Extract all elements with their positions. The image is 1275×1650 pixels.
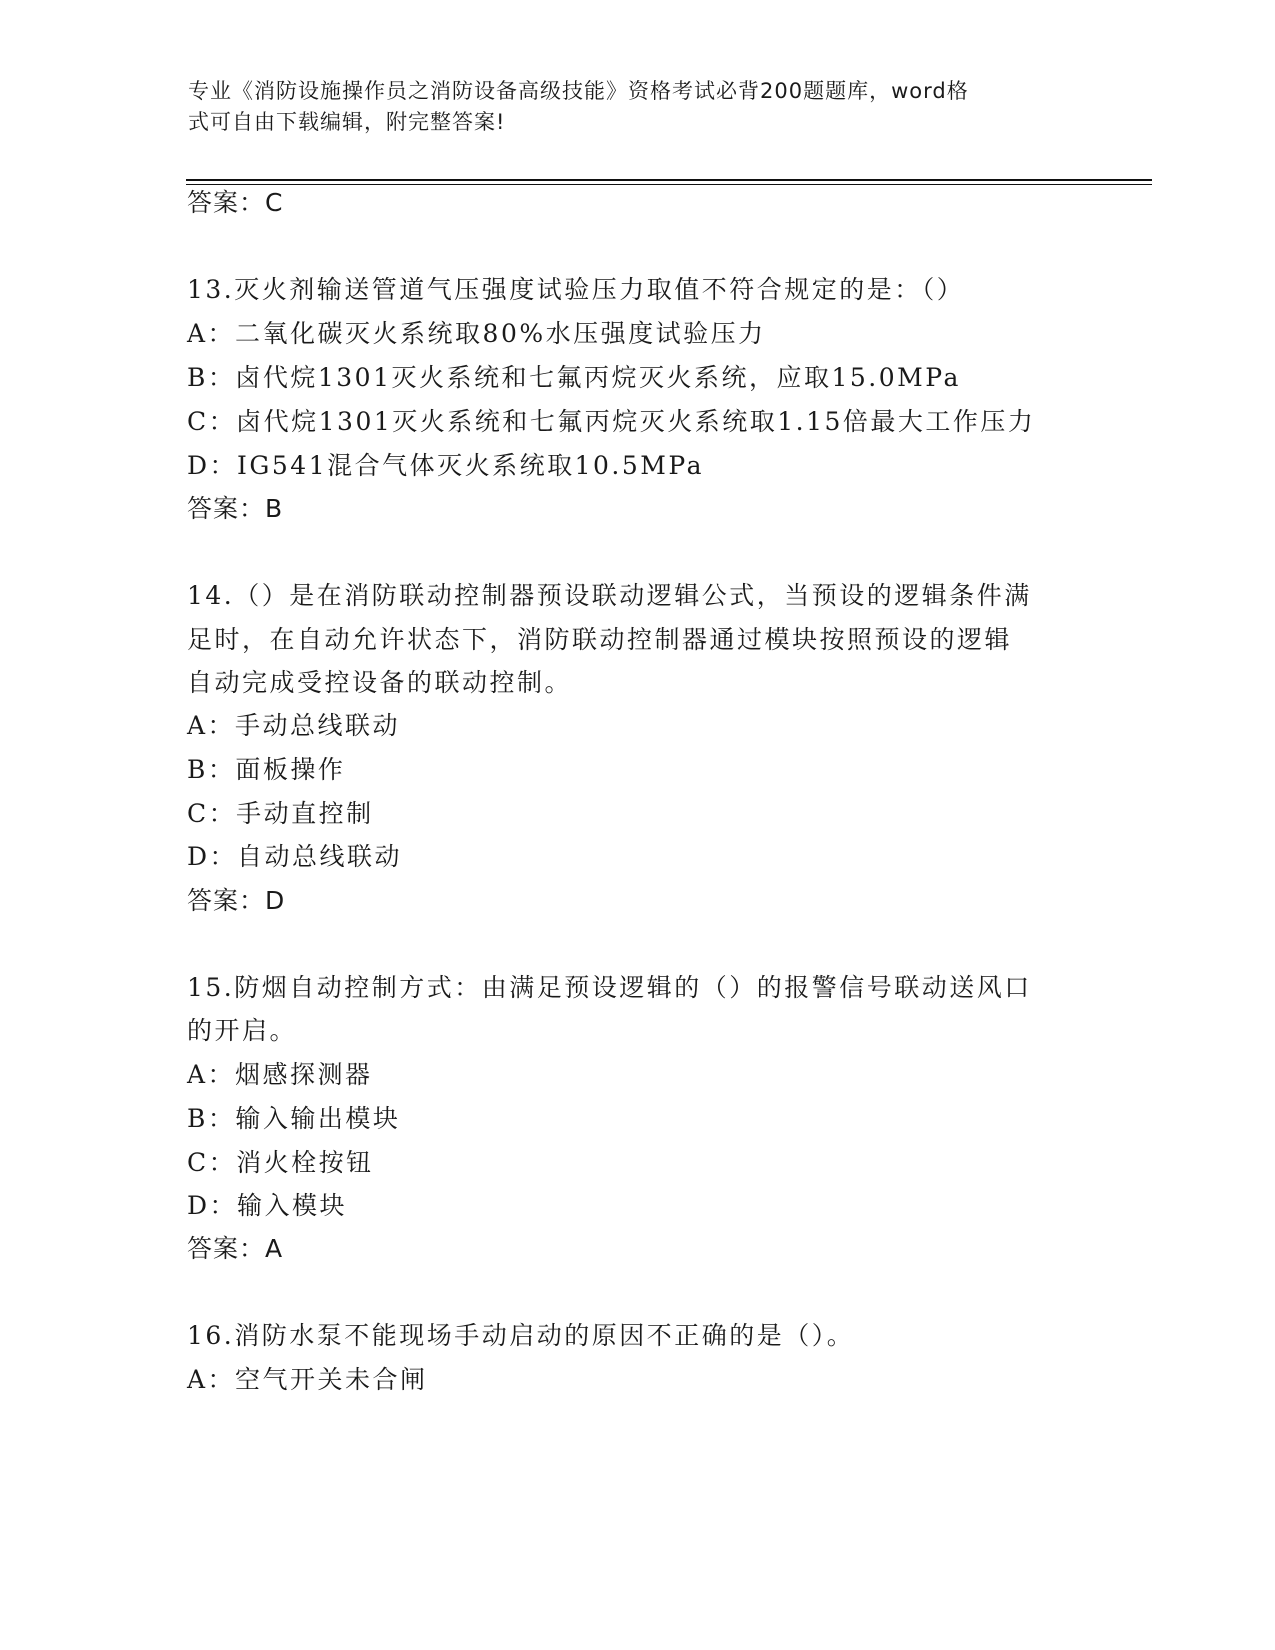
question-13-option-b: B：卤代烷1301灭火系统和七氟丙烷灭火系统，应取15.0MPa	[187, 363, 961, 392]
header-rule-thin	[186, 184, 1152, 185]
question-13-option-d: D：IG541混合气体灭火系统取10.5MPa	[187, 451, 704, 480]
document-header	[188, 76, 1068, 138]
question-16-option-a: A：空气开关未合闸	[187, 1365, 428, 1394]
header-rule-thick	[186, 179, 1152, 181]
question-15-option-a: A：烟感探测器	[187, 1060, 373, 1089]
question-14-stem-line-2: 足时，在自动允许状态下，消防联动控制器通过模块按照预设的逻辑	[187, 625, 1013, 654]
question-14-option-d: D：自动总线联动	[187, 842, 403, 871]
question-13-option-a: A：二氧化碳灭火系统取80%水压强度试验压力	[187, 319, 766, 348]
question-14-option-c: C：手动直控制	[187, 799, 374, 828]
question-16-stem: 16.消防水泵不能现场手动启动的原因不正确的是（）。	[187, 1321, 855, 1350]
question-14-stem-line-1: 14.（）是在消防联动控制器预设联动逻辑公式，当预设的逻辑条件满	[187, 581, 1032, 610]
question-14-option-b: B：面板操作	[187, 755, 346, 784]
question-14-answer: 答案：D	[187, 886, 286, 915]
question-15-option-c: C：消火栓按钮	[187, 1148, 374, 1177]
question-14-stem-line-3: 自动完成受控设备的联动控制。	[187, 668, 573, 697]
question-15-answer: 答案：A	[187, 1234, 284, 1263]
question-15-option-b: B：输入输出模块	[187, 1104, 401, 1133]
header-line-1: 专业《消防设施操作员之消防设备高级技能》资格考试必背200题题库，word格	[188, 79, 969, 103]
question-15-stem-line-1: 15.防烟自动控制方式：由满足预设逻辑的（）的报警信号联动送风口	[187, 973, 1032, 1002]
question-14-option-a: A：手动总线联动	[187, 711, 401, 740]
header-line-2: 式可自由下载编辑，附完整答案!	[188, 110, 506, 134]
question-15-stem-line-2: 的开启。	[187, 1016, 298, 1045]
answer-prev: 答案：C	[187, 188, 284, 217]
question-15-option-d: D：输入模块	[187, 1191, 348, 1220]
question-13-stem: 13.灭火剂输送管道气压强度试验压力取值不符合规定的是：（）	[187, 275, 965, 304]
question-13-answer: 答案：B	[187, 494, 284, 523]
question-13-option-c: C：卤代烷1301灭火系统和七氟丙烷灭火系统取1.15倍最大工作压力	[187, 407, 1036, 436]
